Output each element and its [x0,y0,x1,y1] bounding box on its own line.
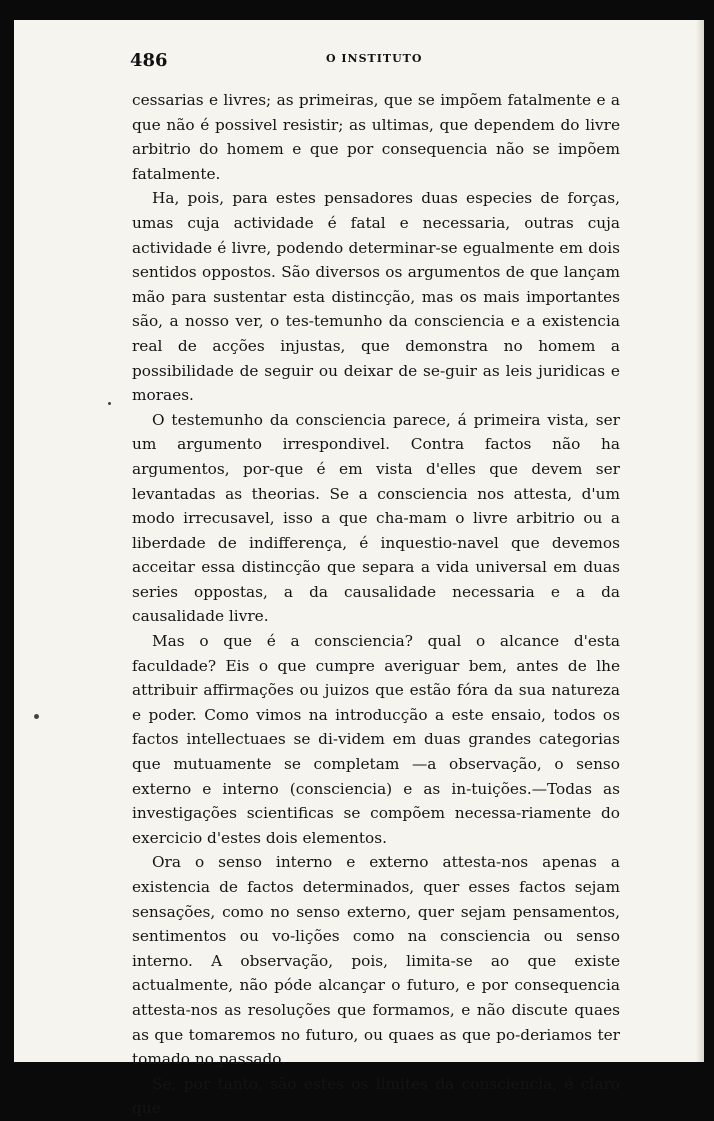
paragraph: Se, por tanto, são estes os limites da consciencia, é claro que [132,1074,620,1118]
paragraph: Ha, pois, para estes pensadores duas especies de forças, umas cuja actividade é fatal e necessaria, outras cuja actividade é livre, podendo determinar-se egualmente em dois sentidos oppostos. São diversos os argumentos de que lançam mão para sustentar esta distincção, mas os mais importantes são, a nosso ver, o tes-temunho da consciencia e a existencia real de acções injustas, que demonstra no homem a possibilidade de seguir ou deixar de se-guir as leis juridicas e moraes. [132,189,620,405]
body-text [132,88,620,1121]
paragraph: Ora o senso interno e externo attesta-nos apenas a existencia de factos determinados, quer esses factos sejam sensações, como no senso externo, quer sejam pensamentos, sentimentos ou vo-lições como na consciencia ou senso interno. A observação, pois, limita-se ao que existe actualmente, não póde alcançar o futuro, e por consequencia attesta-nos as resoluções que formamos, e não discute quaes as que tomaremos no futuro, ou quaes as que po-deriamos ter tomado no passado. [132,853,620,1069]
page-header [130,48,610,74]
ink-speck [34,714,39,719]
paragraph: Mas o que é a consciencia? qual o alcance d'esta faculdade? Eis o que cumpre averiguar bem, antes de lhe attribuir affirmações ou juizos que estão fóra da sua natureza e poder. Como vimos na introducção a este ensaio, todos os factos intellectuaes se di-videm em duas grandes categorias que mutuamente se completam —a observação, o senso externo e interno (consciencia) e as in-tuições.—Todas as investigações scientificas se compõem necessa-riamente do exercicio d'estes dois elementos. [132,632,620,847]
page-edge [696,20,704,1062]
paragraph: cessarias e livres; as primeiras, que se impõem fatalmente e a que não é possivel resistir; as ultimas, que dependem do livre arbitrio do homem e que por consequencia não se impõem fatalmente. [132,91,620,183]
page-number: 486 [130,50,168,71]
ink-speck [108,402,111,405]
paragraph: O testemunho da consciencia parece, á primeira vista, ser um argumento irrespondivel. Contra factos não ha argumentos, por-que é em vista d'elles que devem ser levantadas as theorias. Se a consciencia nos attesta, d'um modo irrecusavel, isso a que cha-mam o livre arbitrio ou a liberdade de indifferença, é inquestio-navel que devemos acceitar essa distincção que separa a vida universal em duas series oppostas, a da causalidade necessaria e a da causalidade livre. [132,410,620,626]
running-title: O INSTITUTO [326,52,423,65]
